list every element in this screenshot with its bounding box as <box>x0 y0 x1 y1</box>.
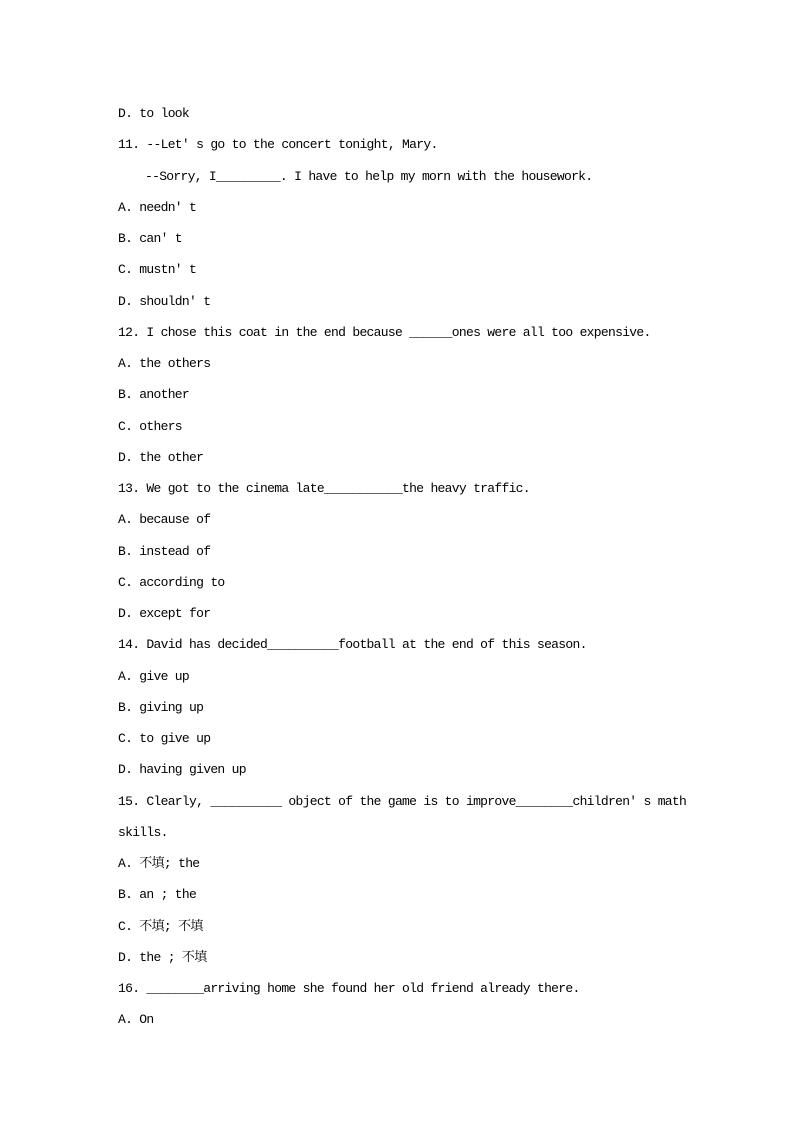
question-15-stem-line-1: 15. Clearly, __________ object of the game is to improve________children' s math <box>118 793 687 809</box>
question-15-option-c: C. 不填; 不填 <box>118 918 203 934</box>
question-13-option-c: C. according to <box>118 574 225 590</box>
question-16-option-a: A. On <box>118 1012 154 1028</box>
question-14-option-a: A. give up <box>118 668 190 684</box>
question-13-option-a: A. because of <box>118 512 211 528</box>
question-11-option-c: C. mustn' t <box>118 262 197 278</box>
question-14-option-b: B. giving up <box>118 699 204 715</box>
question-15-option-d: D. the ; 不填 <box>118 949 207 965</box>
question-16-stem: 16. ________arriving home she found her old friend already there. <box>118 981 580 996</box>
question-11-option-b: B. can' t <box>118 231 182 246</box>
test-questions-block <box>118 98 758 1036</box>
question-12-option-b: B. another <box>118 387 190 403</box>
question-15-option-b: B. an ; the <box>118 887 197 903</box>
question-12-option-a: A. the others <box>118 356 211 371</box>
question-11-stem-line-1: 11. --Let' s go to the concert tonight, Mary. <box>118 137 438 153</box>
question-11-stem-line-2: --Sorry, I_________. I have to help my morn with the housework. <box>145 168 593 184</box>
question-15-option-a: A. 不填; the <box>118 856 200 871</box>
question-12-option-d: D. the other <box>118 449 204 465</box>
question-13-option-d: D. except for <box>118 606 211 621</box>
question-14-option-d: D. having given up <box>118 762 246 778</box>
question-14-option-c: C. to give up <box>118 731 211 746</box>
question-14-stem: 14. David has decided__________football at the end of this season. <box>118 637 587 653</box>
question-10-option-d: D. to look <box>118 106 190 121</box>
question-11-option-a: A. needn' t <box>118 199 197 215</box>
question-12-option-c: C. others <box>118 418 182 434</box>
question-15-stem-line-2: skills. <box>118 824 168 840</box>
question-13-option-b: B. instead of <box>118 543 211 559</box>
question-12-stem: 12. I chose this coat in the end because ______ones were all too expensive. <box>118 324 651 340</box>
question-13-stem: 13. We got to the cinema late___________the heavy traffic. <box>118 481 530 496</box>
question-11-option-d: D. shouldn' t <box>118 293 211 309</box>
